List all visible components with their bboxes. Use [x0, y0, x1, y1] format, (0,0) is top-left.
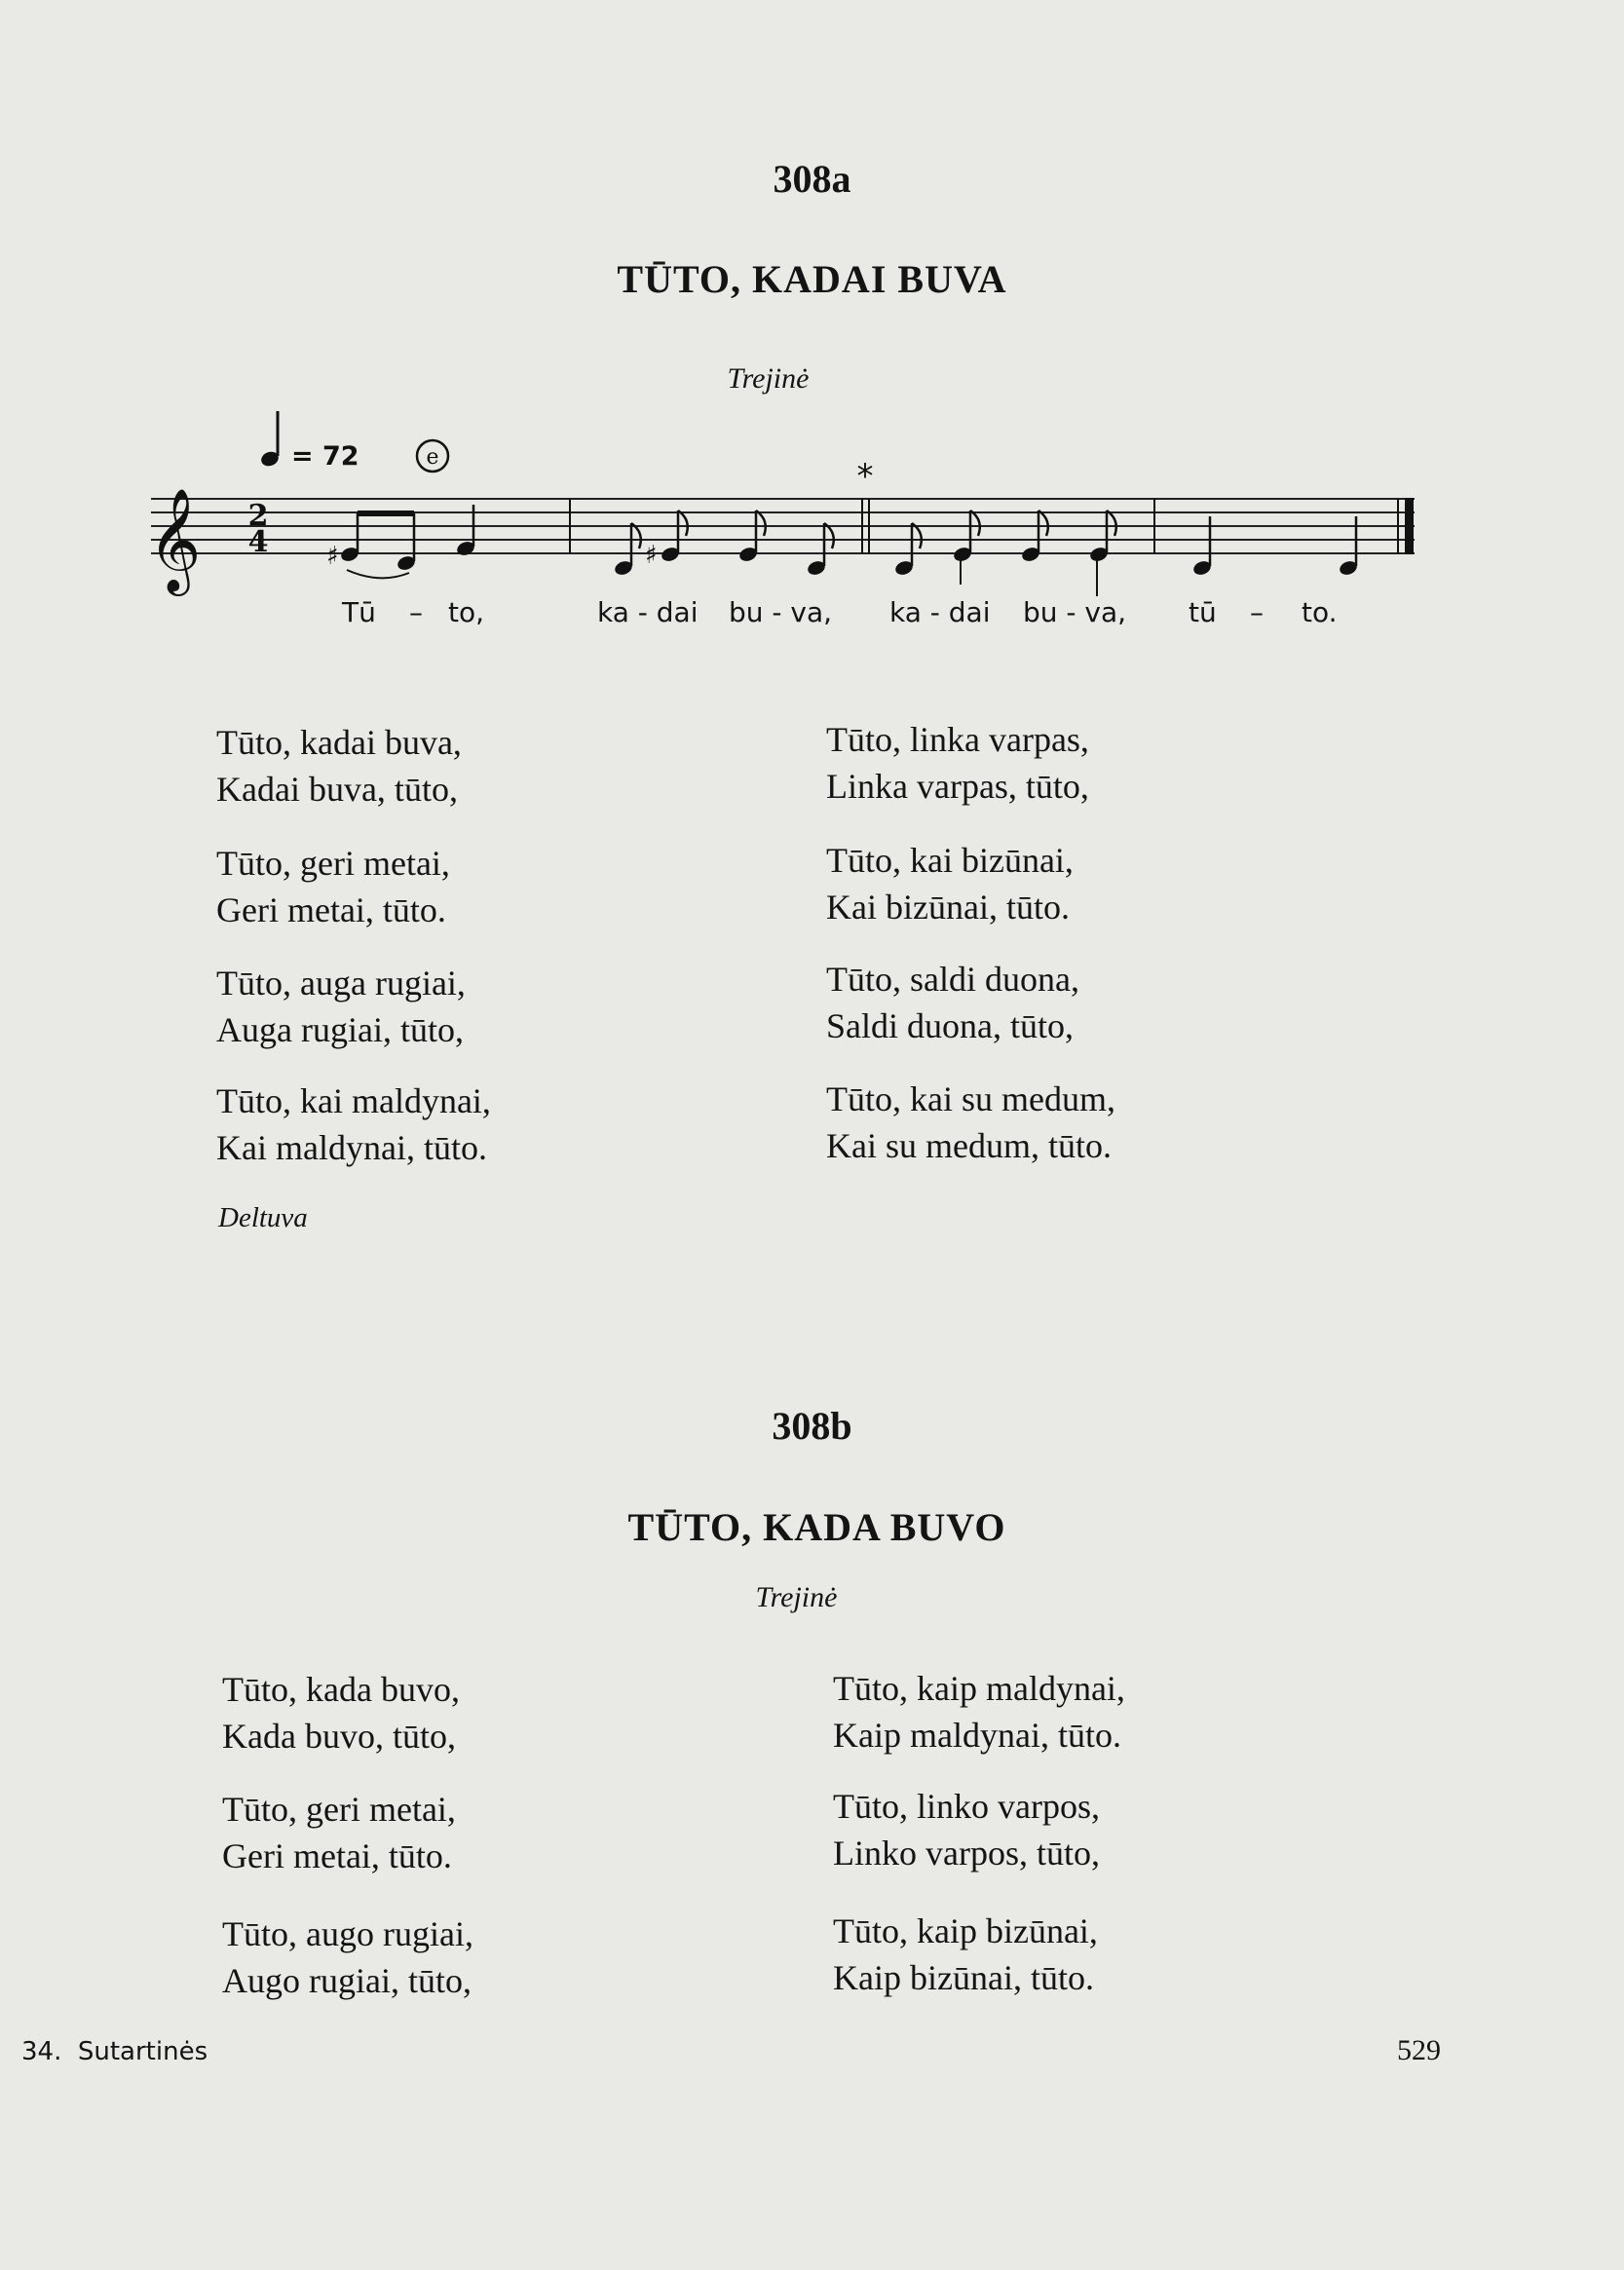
stanza-a-left-2	[216, 840, 450, 933]
time-signature-top: 2	[247, 499, 269, 533]
verse-line: Kadai buva, tūto,	[216, 770, 458, 809]
stanza-a-left-3	[216, 960, 466, 1053]
mode-mark-icon	[417, 440, 448, 472]
verse-line: Tūto, kada buvo,	[222, 1670, 460, 1709]
stanza-b-left-3	[222, 1911, 473, 2004]
place-name: Deltuva	[218, 1202, 308, 1233]
verse-line: Tūto, auga rugiai,	[216, 964, 466, 1003]
stanza-a-left-1	[216, 719, 462, 813]
song-title-b: TŪTO, KADA BUVO	[627, 1505, 1006, 1549]
svg-text:♯: ♯	[326, 542, 339, 571]
stanza-b-left-1	[222, 1666, 460, 1759]
time-signature-bottom: 4	[247, 525, 269, 559]
music-score	[0, 0, 1624, 662]
lyric-syllable: bu - va,	[1023, 596, 1127, 628]
verse-line: Tūto, augo rugiai,	[222, 1914, 473, 1953]
verse-line: Tūto, linka varpas,	[826, 720, 1089, 759]
verse-line: Geri metai, tūto.	[222, 1836, 452, 1875]
stanza-a-right-1	[826, 716, 1089, 810]
measure-2-notes	[613, 511, 833, 577]
stanza-b-right-2	[833, 1783, 1100, 1876]
verse-line: Auga rugiai, tūto,	[216, 1010, 464, 1049]
verse-line: Tūto, kadai buva,	[216, 723, 462, 762]
lyric-syllable: –	[1250, 596, 1264, 628]
stanza-a-right-4	[826, 1076, 1115, 1169]
verse-line: Linka varpas, tūto,	[826, 767, 1089, 806]
svg-text:♯: ♯	[645, 541, 658, 570]
treble-clef-icon: 𝄞	[148, 487, 202, 591]
verse-line: Tūto, kai bizūnai,	[826, 841, 1074, 880]
verse-line: Kada buvo, tūto,	[222, 1717, 456, 1756]
verse-line: Tūto, kai su medum,	[826, 1079, 1115, 1118]
stanza-b-right-1	[833, 1665, 1125, 1759]
verse-line: Saldi duona, tūto,	[826, 1006, 1074, 1045]
song-number-a: 308a	[773, 157, 851, 201]
asterisk-mark: *	[856, 457, 874, 496]
verse-line: Kaip maldynai, tūto.	[833, 1716, 1121, 1755]
verse-line: Tūto, linko varpos,	[833, 1787, 1100, 1826]
lyric-syllable: to,	[448, 596, 485, 628]
stanza-a-left-4	[216, 1078, 491, 1171]
tempo-marking: = 72	[291, 441, 359, 472]
stanza-a-right-3	[826, 956, 1079, 1049]
staff-lines	[151, 499, 1415, 553]
lyric-syllable: tū	[1189, 596, 1217, 628]
page-number: 529	[1397, 2034, 1441, 2066]
verse-line: Geri metai, tūto.	[216, 890, 446, 929]
verse-line: Linko varpos, tūto,	[833, 1834, 1100, 1873]
lyric-syllable: –	[409, 596, 423, 628]
verse-line: Kaip bizūnai, tūto.	[833, 1958, 1094, 1997]
lyric-syllable: bu - va,	[729, 596, 833, 628]
stanza-a-right-2	[826, 837, 1074, 930]
lyric-syllable: to.	[1302, 596, 1338, 628]
verse-line: Tūto, kaip bizūnai,	[833, 1911, 1098, 1950]
lyric-syllable: ka - dai	[597, 596, 699, 628]
verse-line: Tūto, saldi duona,	[826, 960, 1079, 999]
verse-line: Kai maldynai, tūto.	[216, 1128, 487, 1167]
verse-line: Tūto, geri metai,	[216, 844, 450, 883]
lyric-syllable: ka - dai	[889, 596, 991, 628]
verse-line: Tūto, geri metai,	[222, 1790, 456, 1829]
song-number-b: 308b	[772, 1404, 852, 1448]
mode-mark-label: e	[426, 445, 439, 470]
verse-line: Kai su medum, tūto.	[826, 1126, 1112, 1165]
tempo-note-icon	[259, 411, 281, 469]
footer-book-title: 34. Sutartinės	[21, 2037, 208, 2066]
verse-line: Kai bizūnai, tūto.	[826, 888, 1070, 927]
stanza-b-left-2	[222, 1786, 456, 1879]
verse-line: Augo rugiai, tūto,	[222, 1961, 472, 2000]
song-subtitle-b: Trejinė	[755, 1581, 838, 1613]
measure-1-notes	[326, 505, 476, 578]
song-subtitle-a: Trejinė	[727, 362, 810, 395]
song-title-a: TŪTO, KADAI BUVA	[617, 257, 1007, 301]
verse-line: Tūto, kaip maldynai,	[833, 1669, 1125, 1708]
lyric-syllable: Tū	[342, 596, 376, 628]
stanza-b-right-3	[833, 1908, 1098, 2001]
verse-line: Tūto, kai maldynai,	[216, 1081, 491, 1120]
